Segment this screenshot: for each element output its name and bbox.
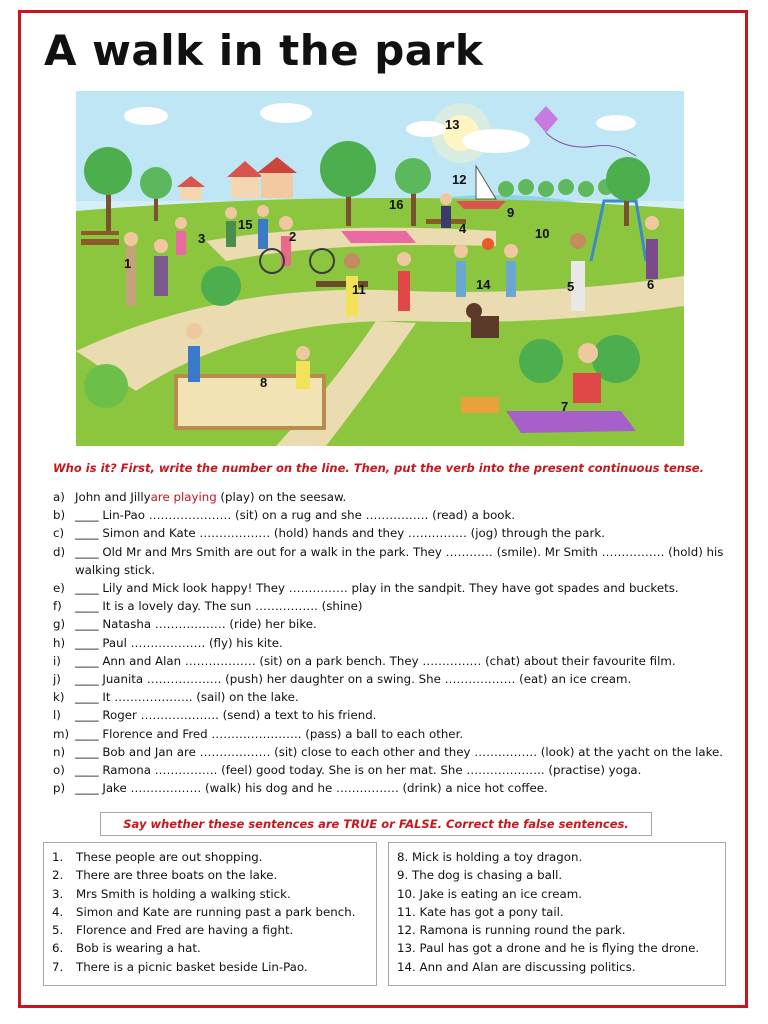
statement-text: Florence and Fred are having a fight.	[76, 923, 294, 938]
exercise1-item-h	[53, 634, 729, 652]
item-text-end: (play) on the seesaw.	[216, 490, 347, 504]
statement-text: Mrs Smith is holding a walking stick.	[76, 886, 291, 901]
list-item: 12. Ramona is running round the park.	[397, 923, 626, 938]
scene-number-8: 8	[260, 375, 268, 390]
list-item: 13. Paul has got a drone and he is flying the drone.	[397, 941, 700, 956]
item-text[interactable]: ____ Roger ……………….. (send) a text to his friend.	[75, 708, 377, 723]
exercise1-item-n	[53, 743, 729, 761]
scene-number-16: 16	[389, 197, 404, 212]
exercise1-item-d	[53, 543, 729, 579]
item-text[interactable]: ____ Ramona ……………. (feel) good today. She is on her mat. She ……………….. (practise) yoga.	[75, 763, 642, 778]
list-item	[52, 958, 368, 976]
item-letter: i)	[53, 653, 61, 668]
item-letter: c)	[53, 526, 65, 541]
item-answer[interactable]: are playing	[150, 490, 217, 504]
scene-number-11: 11	[352, 282, 366, 297]
item-letter: n)	[53, 744, 66, 759]
statement-text: Bob is wearing a hat.	[76, 941, 201, 956]
item-letter: j)	[53, 672, 61, 687]
exercise1-item-o	[53, 761, 729, 779]
scene-number-15: 15	[238, 217, 253, 232]
item-text[interactable]: ____ Ann and Alan ……………… (sit) on a park bench. They …………… (chat) about their favourite film.	[75, 653, 676, 668]
item-text[interactable]: ____ Florence and Fred ………………….. (pass) a ball to each other.	[75, 726, 464, 741]
exercise1-item-c	[53, 524, 729, 542]
scene-number-6: 6	[647, 277, 655, 292]
scene-number-7: 7	[561, 399, 569, 414]
page-title: A walk in the park	[44, 26, 484, 75]
exercise1-item-p	[53, 779, 729, 797]
item-text[interactable]: ____ Old Mr and Mrs Smith are out for a walk in the park. They ………… (smile). Mr Smith ……………. (hold) his walking stick.	[75, 544, 724, 577]
exercise1-item-k	[53, 688, 729, 706]
exercise1-instruction: Who is it? First, write the number on the line. Then, put the verb into the present continuous tense.	[53, 461, 704, 475]
item-text[interactable]: ____ Lily and Mick look happy! They …………… play in the sandpit. They have got spades and buckets.	[75, 581, 679, 596]
exercise1-item-j	[53, 670, 729, 688]
item-number: 6.	[52, 941, 64, 956]
item-letter: a)	[53, 490, 65, 504]
item-text[interactable]: ____ It ……………….. (sail) on the lake.	[75, 690, 299, 705]
item-letter: p)	[53, 781, 66, 796]
exercise1-list	[53, 488, 729, 797]
item-letter: f)	[53, 599, 62, 614]
exercise1-item-m	[53, 725, 729, 743]
scene-number-1: 1	[124, 256, 132, 271]
item-number: 2.	[52, 868, 64, 883]
true-false-list-left	[43, 842, 377, 986]
item-text[interactable]: ____ Jake ……………… (walk) his dog and he ……………. (drink) a nice hot coffee.	[75, 781, 548, 796]
item-text[interactable]: ____ Paul ………………. (fly) his kite.	[75, 635, 283, 650]
item-letter: m)	[53, 726, 70, 741]
item-number: 7.	[52, 959, 64, 974]
item-text[interactable]: ____ Lin-Pao ………………… (sit) on a rug and she ……………. (read) a book.	[75, 508, 516, 523]
exercise1-item-a	[53, 488, 729, 506]
list-item	[52, 921, 368, 939]
exercise1-item-g	[53, 615, 729, 633]
item-text[interactable]: ____ Simon and Kate ……………… (hold) hands and they …………… (jog) through the park.	[75, 526, 605, 541]
item-number: 5.	[52, 923, 64, 938]
statement-text: There are three boats on the lake.	[76, 868, 278, 883]
list-item: 8. Mick is holding a toy dragon.	[397, 850, 583, 864]
list-item: 11. Kate has got a pony tail.	[397, 904, 564, 919]
item-text: John and Jilly	[75, 490, 151, 504]
exercise1-item-f	[53, 597, 729, 615]
exercise1-item-l	[53, 706, 729, 724]
item-letter: d)	[53, 544, 66, 559]
list-item: 14. Ann and Alan are discussing politics.	[397, 959, 636, 974]
exercise1-item-i	[53, 652, 729, 670]
item-text[interactable]: ____ Natasha ……………… (ride) her bike.	[75, 617, 317, 632]
scene-number-12: 12	[452, 172, 467, 187]
scene-number-4: 4	[459, 221, 467, 236]
list-item	[52, 903, 368, 921]
item-number: 4.	[52, 904, 64, 919]
scene-number-13: 13	[445, 117, 460, 132]
scene-number-10: 10	[535, 226, 550, 241]
list-item	[52, 848, 368, 866]
list-item	[52, 939, 368, 957]
scene-number-3: 3	[198, 231, 206, 246]
statement-text: Simon and Kate are running past a park bench.	[76, 904, 356, 919]
exercise1-item-e	[53, 579, 729, 597]
park-illustration	[76, 91, 684, 446]
exercise2-instruction: Say whether these sentences are TRUE or FALSE. Correct the false sentences.	[100, 812, 652, 836]
item-number: 1.	[52, 850, 64, 864]
list-item: 10. Jake is eating an ice cream.	[397, 886, 582, 901]
item-text[interactable]: ____ It is a lovely day. The sun ……………. (shine)	[75, 599, 363, 614]
item-number: 3.	[52, 886, 64, 901]
item-letter: l)	[53, 708, 61, 723]
item-letter: e)	[53, 581, 65, 596]
item-letter: b)	[53, 508, 66, 523]
list-item	[52, 885, 368, 903]
item-text[interactable]: ____ Bob and Jan are ……………… (sit) close to each other and they ……………. (look) at the yacht on the lake.	[75, 744, 723, 759]
item-letter: h)	[53, 635, 66, 650]
item-letter: k)	[53, 690, 65, 705]
scene-number-2: 2	[289, 229, 297, 244]
scene-number-14: 14	[476, 277, 491, 292]
statement-text: There is a picnic basket beside Lin-Pao.	[76, 959, 308, 974]
list-item	[52, 866, 368, 884]
scene-number-5: 5	[567, 279, 575, 294]
exercise1-item-b	[53, 506, 729, 524]
list-item: 9. The dog is chasing a ball.	[397, 868, 563, 883]
item-letter: g)	[53, 617, 66, 632]
item-letter: o)	[53, 763, 65, 778]
scene-number-9: 9	[507, 205, 515, 220]
true-false-list-right	[388, 842, 726, 986]
item-text[interactable]: ____ Juanita ………………. (push) her daughter on a swing. She ……………… (eat) an ice cream.	[75, 672, 632, 687]
statement-text: These people are out shopping.	[76, 850, 263, 864]
